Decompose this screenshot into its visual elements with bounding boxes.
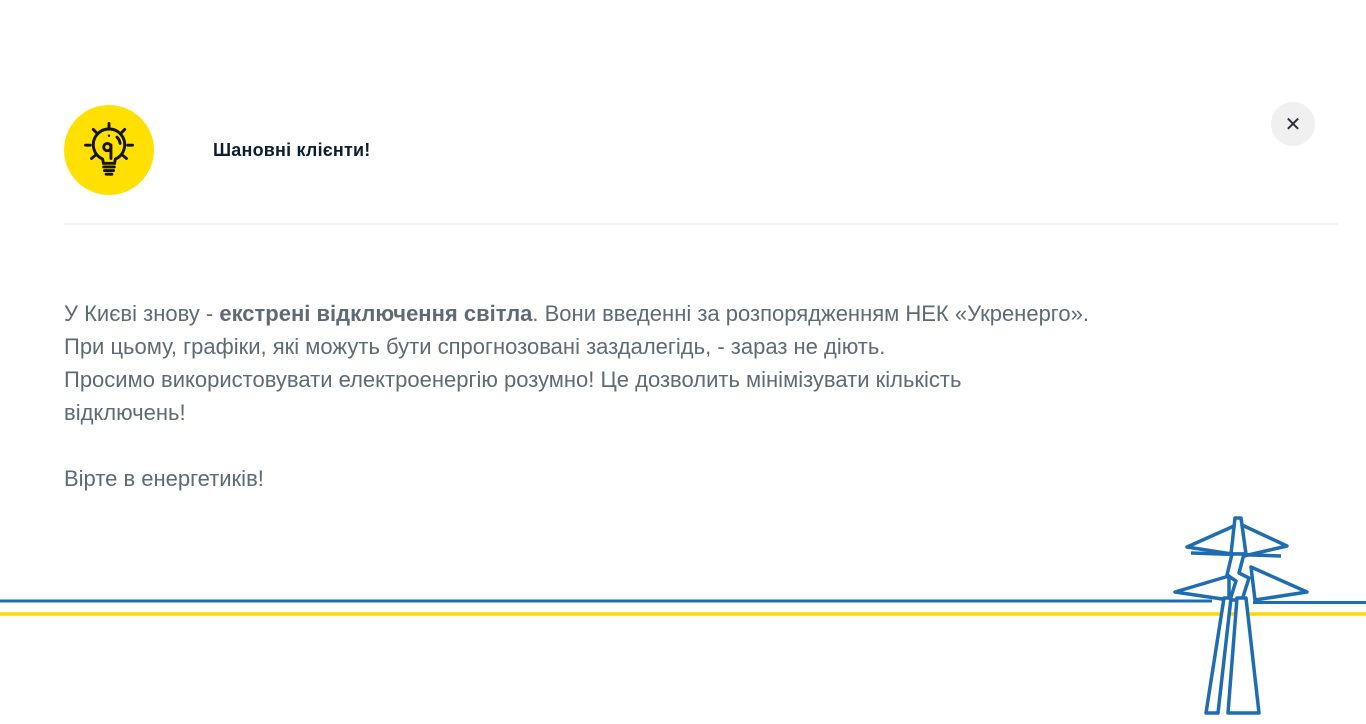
close-icon: ✕ [1284,113,1302,136]
close-button[interactable] [1271,102,1315,146]
announcement-text [64,297,1326,495]
announcement-line1-prefix: У Києві знову - [64,301,220,326]
modal-title: Шановні клієнти! [213,140,371,160]
announcement-line2: При цьому, графіки, які можуть бути спрогнозовані заздалегідь, - зараз не діють. [64,334,886,359]
announcement-icon-badge [64,105,154,195]
lightbulb-icon [80,121,138,179]
announcement-line1-bold: екстрені відключення світла [219,301,533,326]
announcement-line1-suffix: . Вони введенні за розпорядженням НЕК «Укренерго». [532,301,1089,326]
closing-line: Вірте в енергетиків! [64,466,264,491]
announcement-line3: Просимо використовувати електроенергію розумно! Це дозволить мінімізувати кількість [64,367,962,392]
announcement-line4: відключень! [64,400,186,425]
header-divider [64,223,1338,225]
